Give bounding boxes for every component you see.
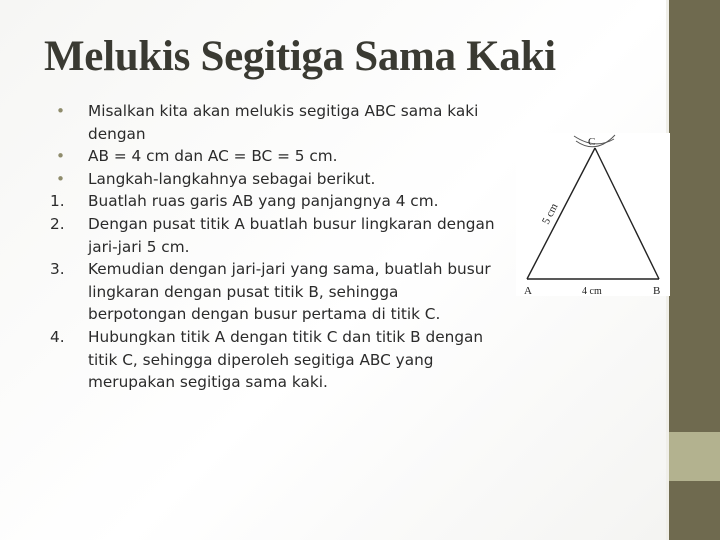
label-c: C bbox=[588, 136, 596, 148]
list-marker: • bbox=[56, 169, 66, 188]
list-text: Kemudian dengan jari-jari yang sama, buatlah busur lingkaran dengan pusat titik B, sehingga berpotongan dengan busur pertama di titik C. bbox=[88, 260, 491, 324]
side-ac bbox=[527, 148, 595, 279]
list-text: Dengan pusat titik A buatlah busur lingkaran dengan jari-jari 5 cm. bbox=[88, 214, 495, 256]
list-item bbox=[50, 168, 500, 191]
list-item bbox=[50, 100, 500, 145]
list-text: Buatlah ruas garis AB yang panjangnya 4 cm. bbox=[88, 192, 439, 211]
label-a: A bbox=[524, 285, 532, 296]
list-marker: 1. bbox=[50, 192, 65, 211]
list-text: Misalkan kita akan melukis segitiga ABC sama kaki dengan bbox=[88, 102, 479, 143]
list-item bbox=[50, 213, 500, 258]
label-b: B bbox=[653, 285, 661, 296]
sidebar-accent-block bbox=[669, 432, 720, 481]
triangle-diagram bbox=[516, 133, 670, 296]
list-marker: 4. bbox=[50, 327, 65, 346]
list-marker: • bbox=[56, 147, 66, 166]
label-side: 5 cm bbox=[539, 201, 561, 227]
list-marker: 3. bbox=[50, 260, 65, 279]
triangle-svg bbox=[516, 133, 670, 296]
slide-title: Melukis Segitiga Sama Kaki bbox=[44, 33, 556, 80]
list-text: Langkah-langkahnya sebagai berikut. bbox=[88, 169, 376, 188]
side-bc bbox=[595, 148, 659, 279]
label-base: 4 cm bbox=[582, 286, 602, 296]
list-item bbox=[50, 326, 500, 394]
list-marker: • bbox=[56, 102, 66, 120]
list-item bbox=[50, 145, 500, 168]
list-item bbox=[50, 258, 500, 326]
list-marker: 2. bbox=[50, 214, 65, 233]
list-text: AB = 4 cm dan AC = BC = 5 cm. bbox=[88, 147, 338, 166]
slide-content bbox=[50, 100, 500, 394]
list-text: Hubungkan titik A dengan titik C dan titik B dengan titik C, sehingga diperoleh segitiga ABC yang merupakan segitiga sama kaki. bbox=[88, 327, 484, 392]
sidebar-decoration bbox=[666, 0, 720, 540]
list-item bbox=[50, 190, 500, 213]
